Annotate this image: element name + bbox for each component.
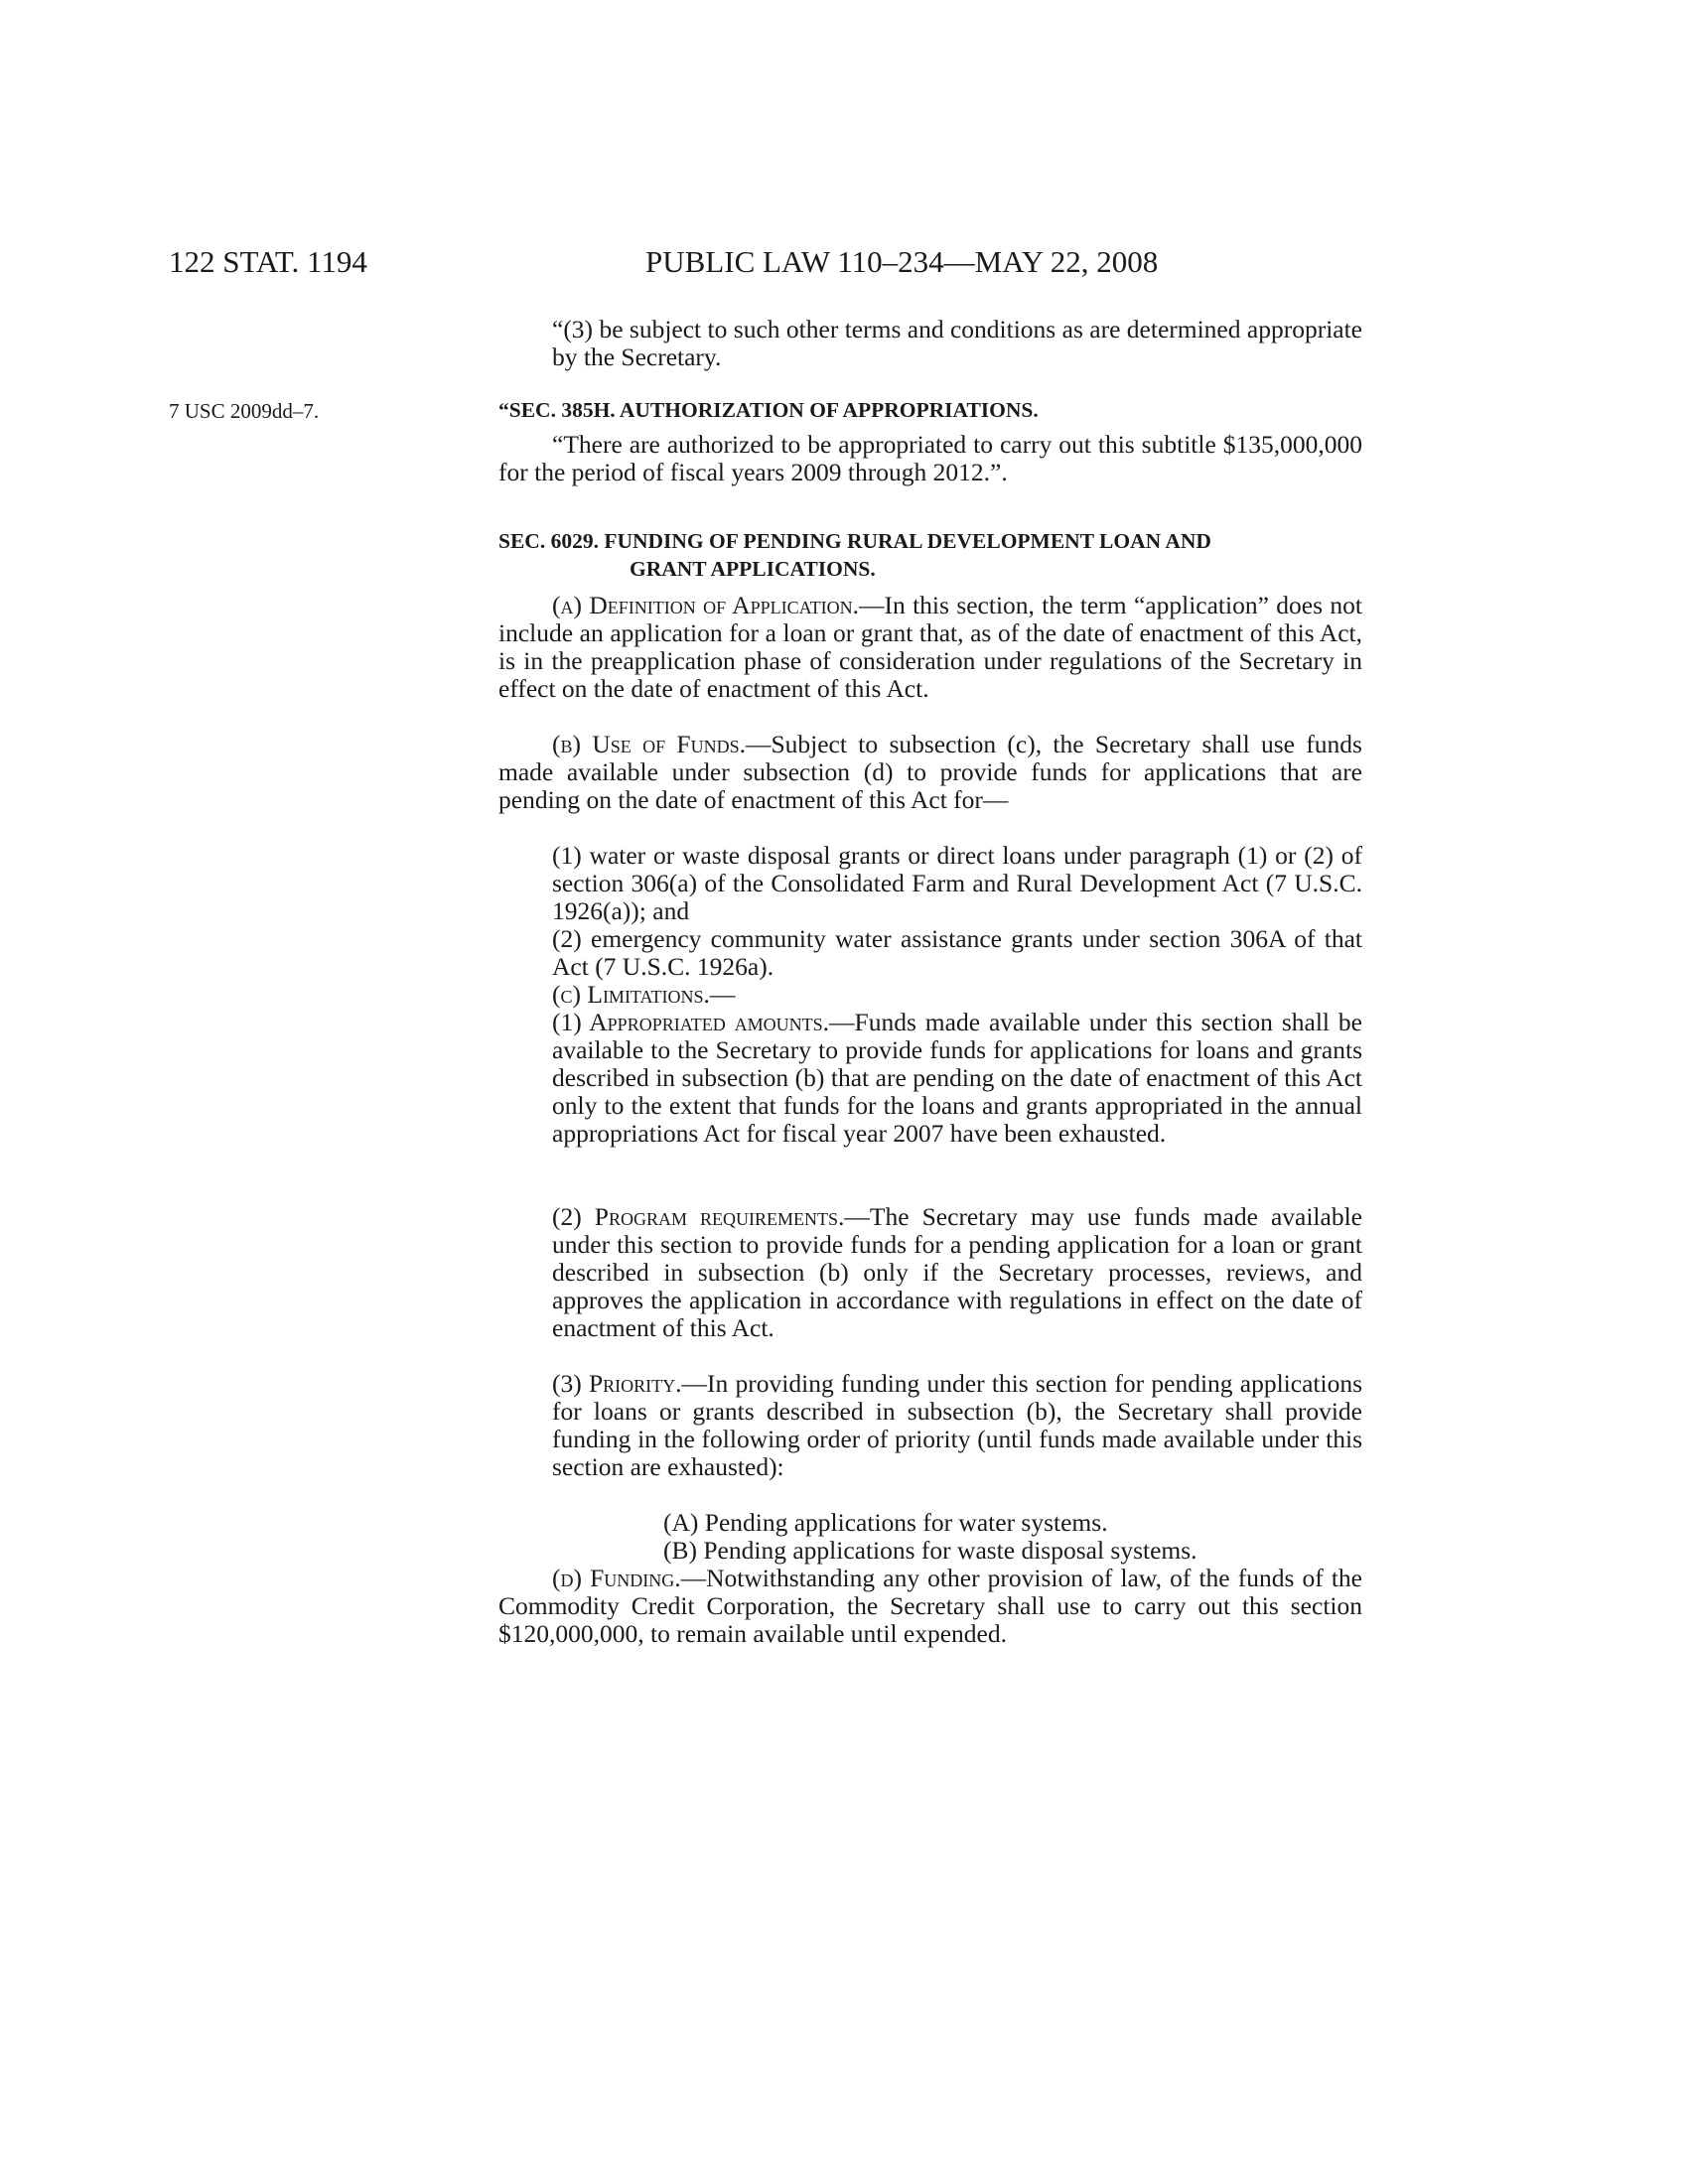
- paragraph-c1-heading: (1) Appropriated amounts.: [552, 1008, 830, 1036]
- paragraph-c3: [552, 1370, 1362, 1481]
- paragraph-c2: [552, 1203, 1362, 1342]
- section-385h-text: “There are authorized to be appropriated to carry out this subtitle $135,000,000 for the period of fiscal years 2009 through 2012.”.: [498, 430, 1362, 486]
- paragraph-c2-text: —The Secretary may use funds made available under this section to provide funds for a pending application for a loan or grant described in subsection (b) only if the Secretary processes, reviews, and approves the application in accordance with regulations in effect on the date of enactment of this Act.: [552, 1202, 1362, 1342]
- running-header: [0, 242, 1688, 282]
- subsection-b-text: —Subject to subsection (c), the Secretary shall use funds made available under subsection (d) to provide funds for applications that are pending on the date of enactment of this Act for—: [498, 730, 1362, 814]
- paragraph-c1: [552, 1009, 1362, 1148]
- paragraph-b1-text: (1) water or waste disposal grants or direct loans under paragraph (1) or (2) of section 306(a) of the Consolidated Farm and Rural Development Act (7 U.S.C. 1926(a)); and: [552, 841, 1362, 925]
- subsection-a-heading: (a) Definition of Application.: [552, 591, 859, 619]
- subsection-d-heading: (d) Funding.: [552, 1564, 681, 1592]
- subsection-d-text: —Notwithstanding any other provision of law, of the funds of the Commodity Credit Corporation, the Secretary shall use to carry out this section $120,000,000, to remain available until expended.: [498, 1564, 1362, 1648]
- subparagraph-c3b: (B) Pending applications for waste disposal systems.: [663, 1536, 1197, 1565]
- paragraph-c3-heading: (3) Priority.: [552, 1369, 682, 1398]
- paragraph-b1: [552, 842, 1362, 925]
- subsection-a-text: —In this section, the term “application” does not include an application for a loan or grant that, as of the date of enactment of this Act, is in the preapplication phase of consideration under regulations of the Secretary in effect on the date of enactment of this Act.: [498, 591, 1363, 703]
- statute-page-number: 122 STAT. 1194: [169, 244, 367, 279]
- section-6029-heading-line1: SEC. 6029. FUNDING OF PENDING RURAL DEVELOPMENT LOAN AND: [498, 529, 1211, 553]
- section-6029-heading-line2: GRANT APPLICATIONS.: [630, 557, 876, 581]
- section-385h-heading: “SEC. 385H. AUTHORIZATION OF APPROPRIATIONS.: [498, 398, 1039, 422]
- subsection-a: [498, 592, 1362, 703]
- subsection-c-heading: [552, 981, 1362, 1009]
- subsection-c-dash: —: [709, 980, 736, 1009]
- paragraph-b2-text: (2) emergency community water assistance grants under section 306A of that Act (7 U.S.C. 1926a).: [552, 924, 1362, 981]
- paragraph-c1-text: —Funds made available under this section shall be available to the Secretary to provide funds for applications for loans and grants described in subsection (b) that are pending on the date of enactment of this Act only to the extent that funds for the loans and grants appropriated in the annual appropriations Act for fiscal year 2007 have been exhausted.: [552, 1008, 1362, 1148]
- public-law-title: PUBLIC LAW 110–234—MAY 22, 2008: [645, 244, 1159, 279]
- subsection-c-label: (c) Limitations.: [552, 980, 710, 1009]
- margin-citation: 7 USC 2009dd–7.: [169, 399, 320, 423]
- subparagraph-c3a: (A) Pending applications for water systems.: [663, 1508, 1108, 1537]
- paragraph-3-continuation: “(3) be subject to such other terms and conditions as are determined appropriate by the Secretary.: [552, 315, 1362, 371]
- subsection-b-heading: (b) Use of Funds.: [552, 730, 746, 758]
- paragraph-b2: [552, 925, 1362, 981]
- paragraph-c3-text: —In providing funding under this section for pending applications for loans or grants described in subsection (b), the Secretary shall provide funding in the following order of priority (until funds made available under this section are exhausted):: [552, 1369, 1362, 1481]
- subsection-b: [498, 731, 1362, 814]
- paragraph-c2-heading: (2) Program requirements.: [552, 1202, 845, 1231]
- subsection-d: [498, 1565, 1362, 1648]
